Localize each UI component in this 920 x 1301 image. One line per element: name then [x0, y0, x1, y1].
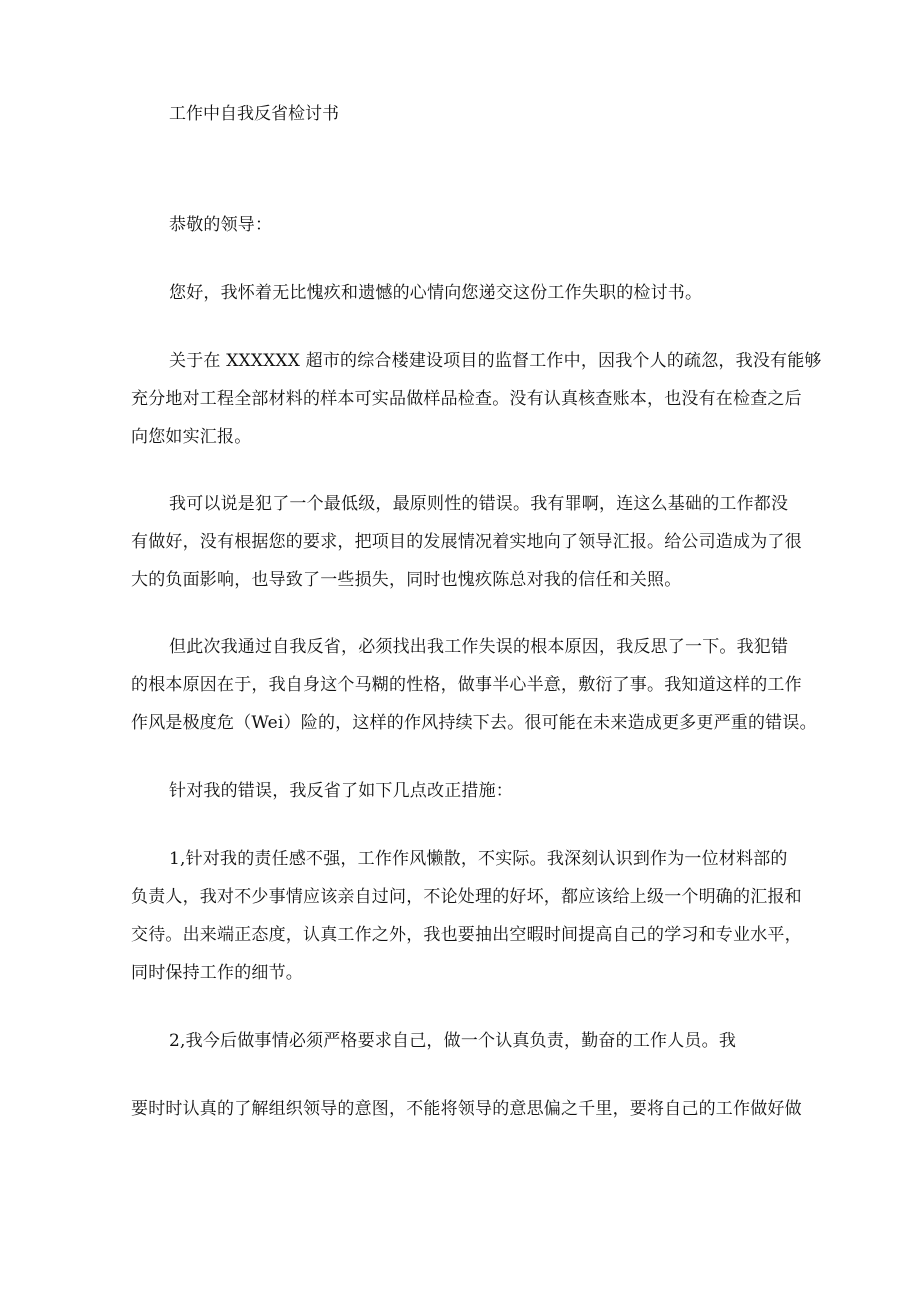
paragraph-line: 充分地对工程全部材料的样本可实品做样品检查。没有认真核查账本，也没有在检查之后	[131, 389, 802, 409]
paragraph-line: 负责人，我对不少事情应该亲自过问，不论处理的好坏，都应该给上级一个明确的汇报和	[131, 887, 802, 907]
paragraph-line: 但此次我通过自我反省，必须找出我工作失误的根本原因，我反思了一下。我犯错	[169, 637, 789, 657]
paragraph-line: 的根本原因在于，我自身这个马糊的性格，做事半心半意，敷衍了事。我知道这样的工作	[131, 675, 802, 695]
paragraph-line: 1,针对我的责任感不强，工作作风懒散，不实际。我深刻认识到作为一位材料部的	[169, 849, 788, 869]
paragraph-line: 您好，我怀着无比愧疚和遗憾的心情向您递交这份工作失职的检讨书。	[169, 283, 703, 303]
salutation: 恭敬的领导：	[169, 215, 273, 235]
paragraph-line: 要时时认真的了解组织领导的意图，不能将领导的意思偏之千里，要将自己的工作做好做	[131, 1099, 802, 1119]
paragraph-line: 作风是极度危（Wei）险的，这样的作风持续下去。很可能在未来造成更多更严重的错误。	[131, 713, 817, 733]
paragraph-line: 有做好，没有根据您的要求，把项目的发展情况着实地向了领导汇报。给公司造成为了很	[131, 532, 802, 552]
paragraph-line: 2,我今后做事情必须严格要求自己，做一个认真负责，勤奋的工作人员。我	[169, 1031, 737, 1051]
paragraph-line: 针对我的错误，我反省了如下几点改正措施：	[169, 781, 513, 801]
document-title: 工作中自我反省检讨书	[169, 104, 339, 124]
paragraph-line: 向您如实汇报。	[131, 427, 252, 447]
paragraph-line: 交待。出来端正态度，认真工作之外，我也要抽出空暇时间提高自己的学习和专业水平，	[131, 925, 802, 945]
paragraph-line: 大的负面影响，也导致了一些损失，同时也愧疚陈总对我的信任和关照。	[131, 570, 682, 590]
paragraph-line: 关于在 XXXXXX 超市的综合楼建设项目的监督工作中，因我个人的疏忽，我没有能够	[169, 351, 822, 371]
paragraph-line: 同时保持工作的细节。	[131, 963, 303, 983]
paragraph-line: 我可以说是犯了一个最低级，最原则性的错误。我有罪啊，连这么基础的工作都没	[169, 494, 789, 514]
